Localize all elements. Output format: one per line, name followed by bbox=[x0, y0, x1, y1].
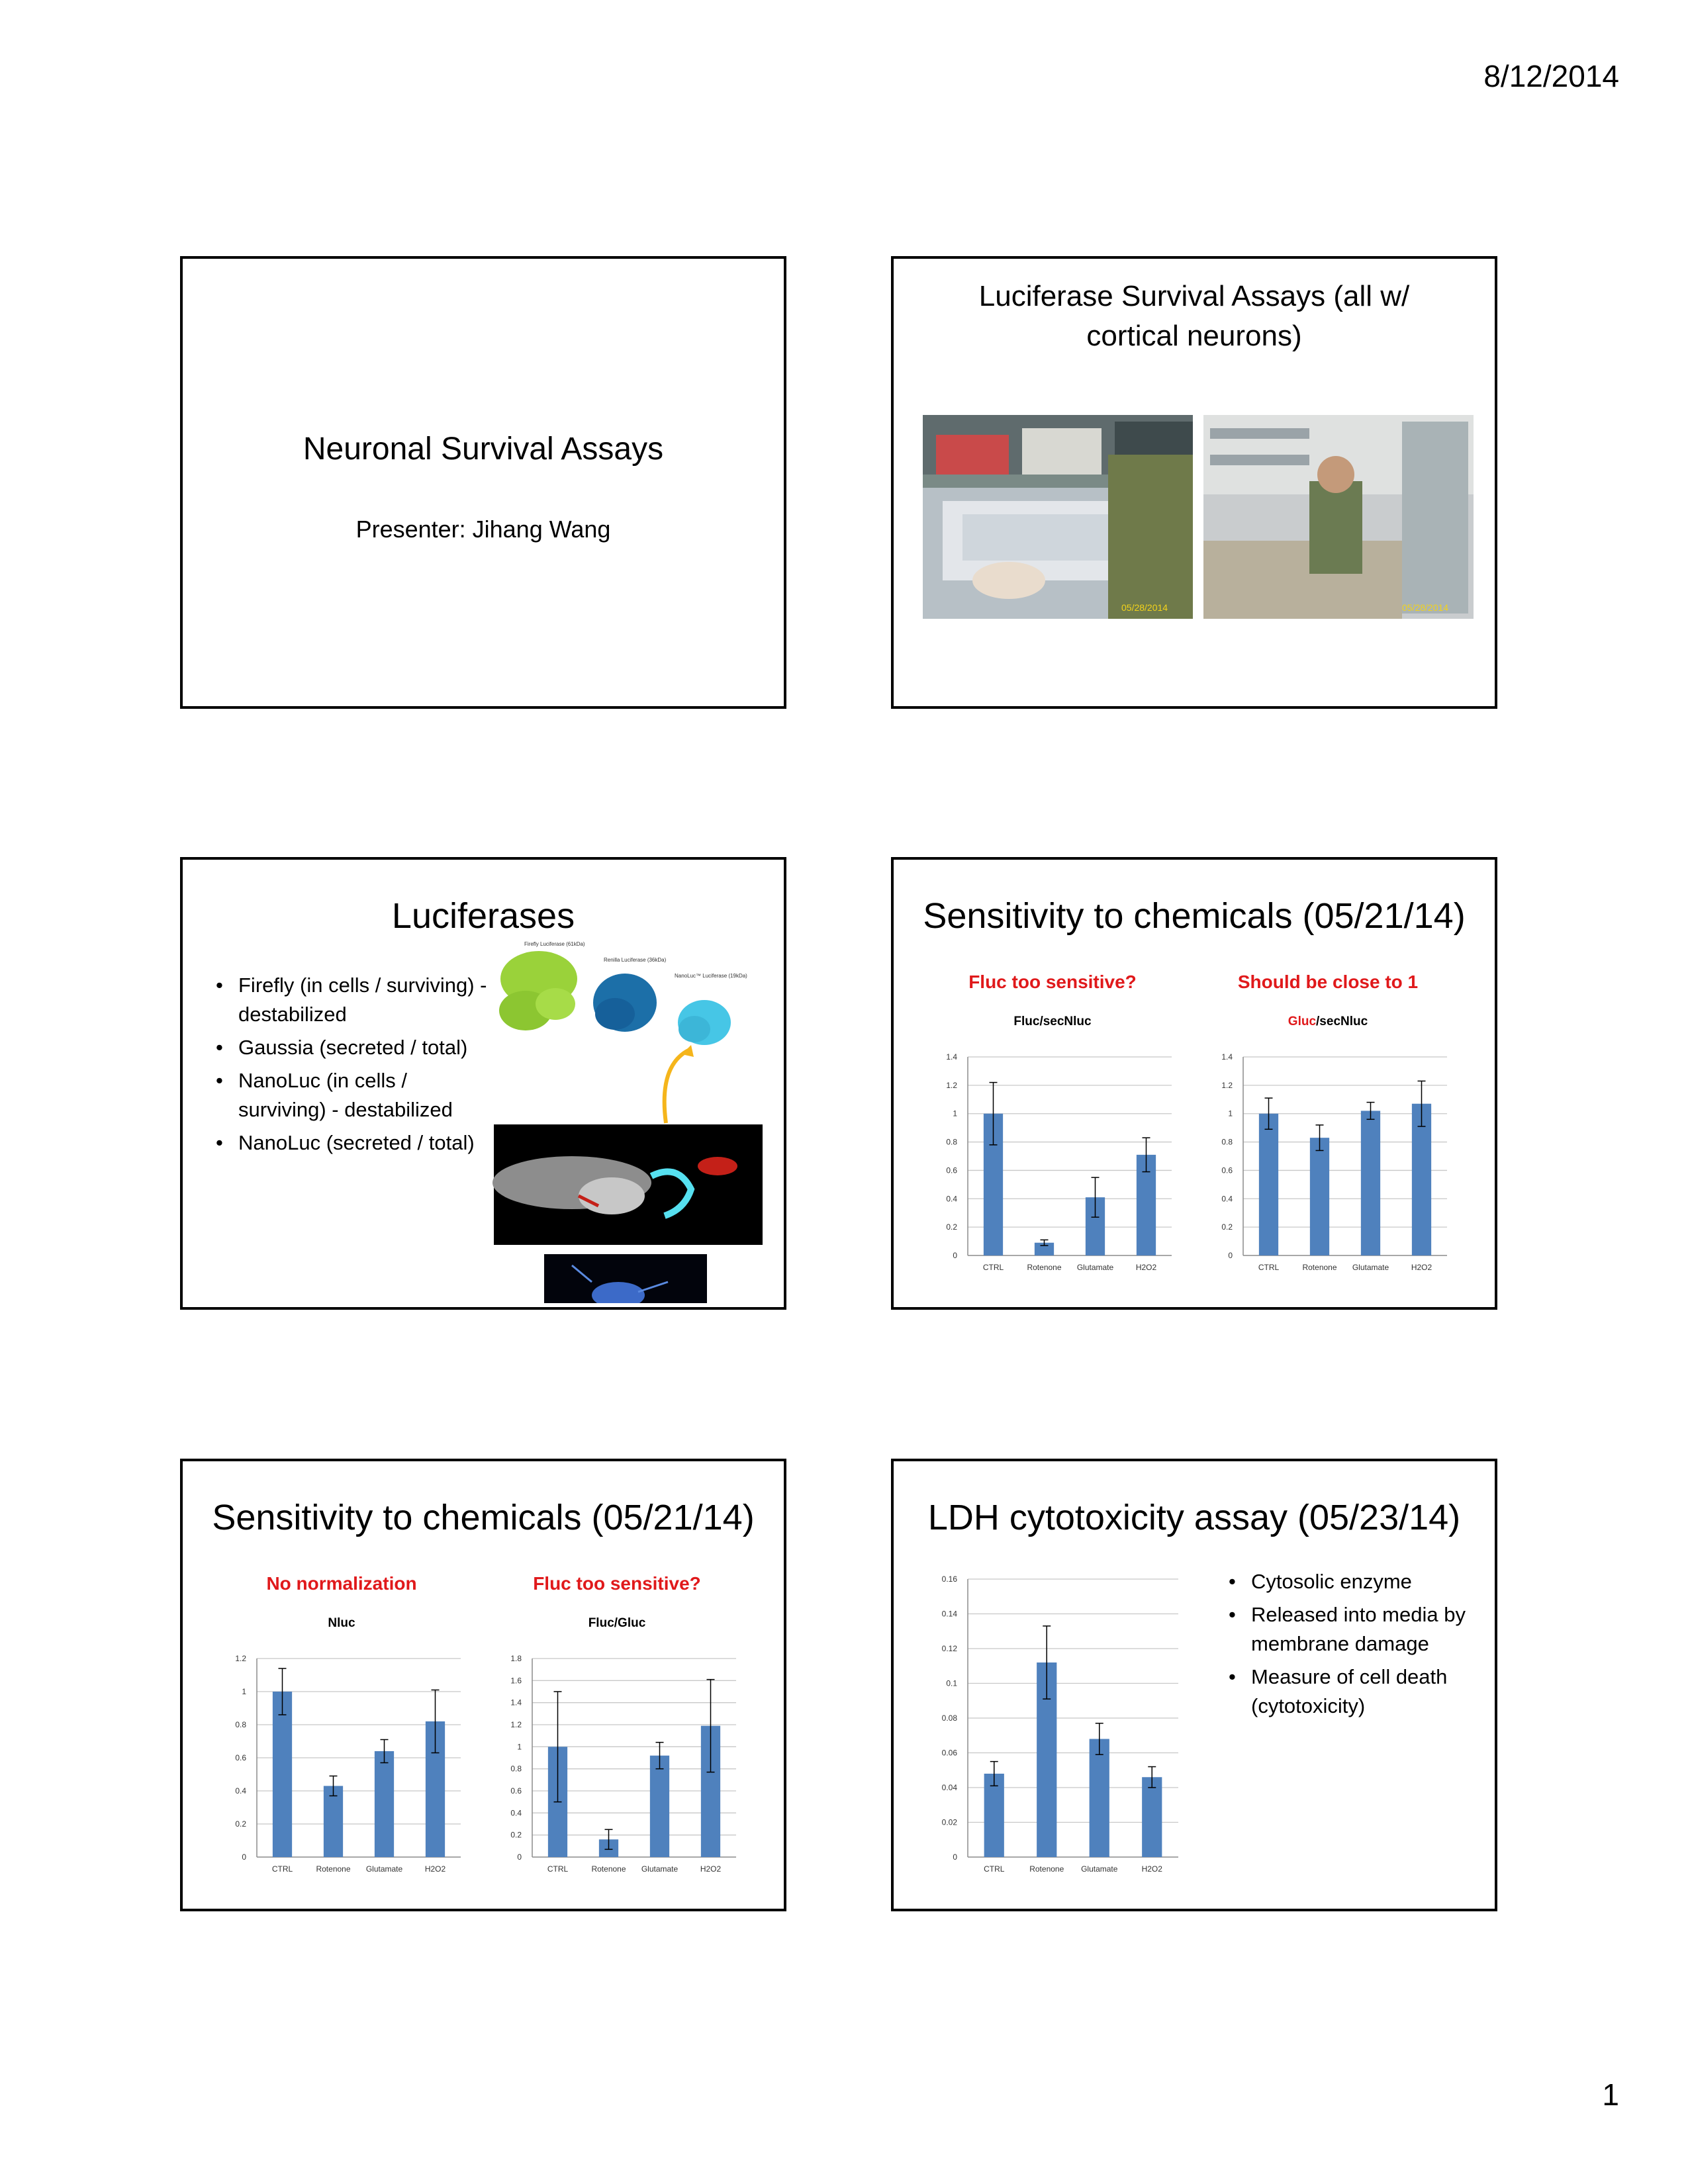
y-tick-label: 1.8 bbox=[510, 1654, 522, 1663]
y-tick-label: 0.8 bbox=[1221, 1137, 1233, 1147]
y-tick-label: 1.2 bbox=[946, 1080, 957, 1090]
y-tick-label: 0.2 bbox=[1221, 1222, 1233, 1232]
y-tick-label: 1.2 bbox=[1221, 1080, 1233, 1090]
y-tick-label: 1 bbox=[1228, 1109, 1233, 1118]
slide-1 bbox=[180, 256, 786, 709]
x-tick-label: H2O2 bbox=[1411, 1263, 1432, 1272]
bar bbox=[273, 1692, 292, 1857]
y-tick-label: 1.2 bbox=[235, 1654, 246, 1663]
x-tick-label: Glutamate bbox=[1081, 1864, 1118, 1874]
y-tick-label: 0.2 bbox=[235, 1819, 246, 1829]
gluc-secnluc-chart bbox=[1196, 964, 1460, 1282]
chart-title-highlight: Gluc bbox=[1288, 1015, 1317, 1028]
firefly-protein-label: Firefly Luciferase (61kDa) bbox=[524, 941, 585, 947]
bar bbox=[1142, 1777, 1162, 1857]
slide-4-title: Sensitivity to chemicals (05/21/14) bbox=[923, 896, 1466, 936]
y-tick-label: 0.04 bbox=[941, 1783, 957, 1792]
bar bbox=[1310, 1138, 1329, 1255]
lab-photo-2 bbox=[1203, 415, 1474, 619]
y-tick-label: 0 bbox=[517, 1852, 522, 1862]
y-tick-label: 1.4 bbox=[510, 1698, 522, 1707]
slide-2 bbox=[891, 256, 1497, 709]
slide-4 bbox=[891, 857, 1497, 1310]
x-tick-label: Rotenone bbox=[591, 1864, 626, 1874]
y-tick-label: 0.02 bbox=[941, 1817, 957, 1827]
y-tick-label: 1.4 bbox=[1221, 1052, 1233, 1062]
y-tick-label: 0.1 bbox=[946, 1678, 957, 1688]
luciferase-item: • Firefly (in cells / surviving) - destabilized bbox=[216, 971, 487, 1029]
y-tick-label: 1 bbox=[242, 1687, 246, 1696]
y-tick-label: 0.08 bbox=[941, 1713, 957, 1723]
lab-photo-1 bbox=[923, 415, 1193, 619]
chart-title bbox=[1288, 1015, 1368, 1028]
header-date: 8/12/2014 bbox=[1483, 59, 1619, 93]
chart-title-text: Nluc bbox=[328, 1616, 355, 1630]
x-tick-label: Glutamate bbox=[1352, 1263, 1389, 1272]
renilla-protein-image bbox=[593, 974, 657, 1032]
slide-1-title: Neuronal Survival Assays bbox=[303, 432, 664, 467]
y-tick-label: 1.6 bbox=[510, 1676, 522, 1686]
chart-title bbox=[588, 1616, 646, 1630]
x-tick-label: Rotenone bbox=[1302, 1263, 1337, 1272]
slide-3 bbox=[180, 857, 786, 1310]
x-tick-label: H2O2 bbox=[700, 1864, 722, 1874]
luciferase-item: • Gaussia (secreted / total) bbox=[216, 1033, 487, 1062]
x-tick-label: CTRL bbox=[1258, 1263, 1280, 1272]
deep-sea-shrimp-photo bbox=[492, 1124, 763, 1245]
x-tick-label: CTRL bbox=[271, 1864, 293, 1874]
renilla-protein-label: Renilla Luciferase (36kDa) bbox=[604, 957, 667, 963]
y-tick-label: 0.2 bbox=[946, 1222, 957, 1232]
ldh-bullet-list bbox=[1229, 1567, 1487, 1725]
chart-title-text: /secNluc bbox=[1316, 1015, 1368, 1028]
luciferase-item: • NanoLuc (in cells / surviving) - destabilized bbox=[216, 1066, 487, 1124]
x-tick-label: Rotenone bbox=[1029, 1864, 1064, 1874]
chart-note: Fluc too sensitive? bbox=[968, 972, 1137, 992]
y-tick-label: 1.2 bbox=[510, 1720, 522, 1729]
x-tick-label: Glutamate bbox=[641, 1864, 679, 1874]
y-tick-label: 0.12 bbox=[941, 1644, 957, 1653]
ldh-bullet-item: • Released into media by membrane damage bbox=[1229, 1600, 1487, 1659]
y-tick-label: 0.6 bbox=[1221, 1165, 1233, 1175]
chart-title bbox=[328, 1616, 355, 1630]
krill-photo bbox=[544, 1254, 707, 1303]
y-tick-label: 0.4 bbox=[1221, 1194, 1233, 1204]
slide-1-presenter: Presenter: Jihang Wang bbox=[355, 516, 611, 543]
x-tick-label: CTRL bbox=[982, 1263, 1004, 1272]
ldh-bullet-item: • Measure of cell death (cytotoxicity) bbox=[1229, 1662, 1487, 1721]
bar bbox=[324, 1786, 343, 1858]
page-number: 1 bbox=[1602, 2077, 1619, 2112]
photo-1-date-stamp: 05/28/2014 bbox=[1121, 602, 1168, 613]
luciferase-figure bbox=[492, 938, 764, 1303]
y-tick-label: 1 bbox=[517, 1742, 522, 1752]
x-tick-label: CTRL bbox=[547, 1864, 569, 1874]
slide-3-title: Luciferases bbox=[391, 896, 575, 936]
nluc-chart bbox=[209, 1566, 474, 1884]
x-tick-label: H2O2 bbox=[424, 1864, 446, 1874]
y-tick-label: 1 bbox=[953, 1109, 957, 1118]
x-tick-label: Glutamate bbox=[1076, 1263, 1114, 1272]
x-tick-label: Glutamate bbox=[365, 1864, 403, 1874]
y-tick-label: 0.6 bbox=[510, 1786, 522, 1796]
x-tick-label: Rotenone bbox=[1027, 1263, 1062, 1272]
photo-2-date-stamp: 05/28/2014 bbox=[1402, 602, 1449, 613]
y-tick-label: 0.2 bbox=[510, 1830, 522, 1840]
bar bbox=[1361, 1111, 1380, 1255]
nanoluc-protein-image bbox=[678, 1000, 731, 1045]
y-tick-label: 0.8 bbox=[946, 1137, 957, 1147]
x-tick-label: Rotenone bbox=[316, 1864, 351, 1874]
x-tick-label: H2O2 bbox=[1135, 1263, 1157, 1272]
ldh-bullet-item: • Cytosolic enzyme bbox=[1229, 1567, 1487, 1596]
y-tick-label: 0 bbox=[242, 1852, 246, 1862]
y-tick-label: 0.4 bbox=[510, 1808, 522, 1818]
luciferase-list bbox=[216, 971, 487, 1161]
luciferase-item: • NanoLuc (secreted / total) bbox=[216, 1128, 487, 1158]
y-tick-label: 0 bbox=[1228, 1251, 1233, 1260]
chart-title-text: Fluc/secNluc bbox=[1013, 1015, 1092, 1028]
ldh-chart bbox=[920, 1566, 1192, 1884]
y-tick-label: 0.4 bbox=[946, 1194, 957, 1204]
x-tick-label: CTRL bbox=[984, 1864, 1005, 1874]
y-tick-label: 0.16 bbox=[941, 1574, 957, 1584]
y-tick-label: 0.14 bbox=[941, 1609, 957, 1619]
x-tick-label: H2O2 bbox=[1141, 1864, 1162, 1874]
slide-6 bbox=[891, 1459, 1497, 1911]
y-tick-label: 0 bbox=[953, 1251, 957, 1260]
bar bbox=[375, 1751, 394, 1857]
y-tick-label: 0.8 bbox=[510, 1764, 522, 1774]
y-tick-label: 0.6 bbox=[946, 1165, 957, 1175]
slide-5 bbox=[180, 1459, 786, 1911]
arrow-icon bbox=[665, 1049, 691, 1123]
y-tick-label: 0 bbox=[953, 1852, 957, 1862]
slide-6-title: LDH cytotoxicity assay (05/23/14) bbox=[927, 1498, 1461, 1537]
y-tick-label: 0.4 bbox=[235, 1786, 246, 1796]
firefly-protein-image bbox=[499, 951, 577, 1030]
chart-note: No normalization bbox=[266, 1573, 417, 1594]
fluc-gluc-chart bbox=[485, 1566, 749, 1884]
bar bbox=[650, 1756, 669, 1857]
y-tick-label: 1.4 bbox=[946, 1052, 957, 1062]
bar bbox=[1090, 1739, 1109, 1858]
slide-2-title: Luciferase Survival Assays (all w/ cortical neurons) bbox=[978, 280, 1410, 352]
chart-note: Should be close to 1 bbox=[1237, 972, 1419, 992]
nanoluc-protein-label: NanoLuc™ Luciferase (19kDa) bbox=[675, 973, 747, 979]
y-tick-label: 0.8 bbox=[235, 1720, 246, 1729]
chart-title-text: Fluc/Gluc bbox=[588, 1616, 646, 1630]
fluc-secnluc-chart bbox=[920, 964, 1185, 1282]
slide-5-title: Sensitivity to chemicals (05/21/14) bbox=[212, 1498, 755, 1537]
chart-note: Fluc too sensitive? bbox=[533, 1573, 701, 1594]
bar bbox=[1259, 1114, 1278, 1255]
y-tick-label: 0.6 bbox=[235, 1753, 246, 1762]
y-tick-label: 0.06 bbox=[941, 1748, 957, 1758]
chart-title bbox=[1013, 1015, 1092, 1028]
